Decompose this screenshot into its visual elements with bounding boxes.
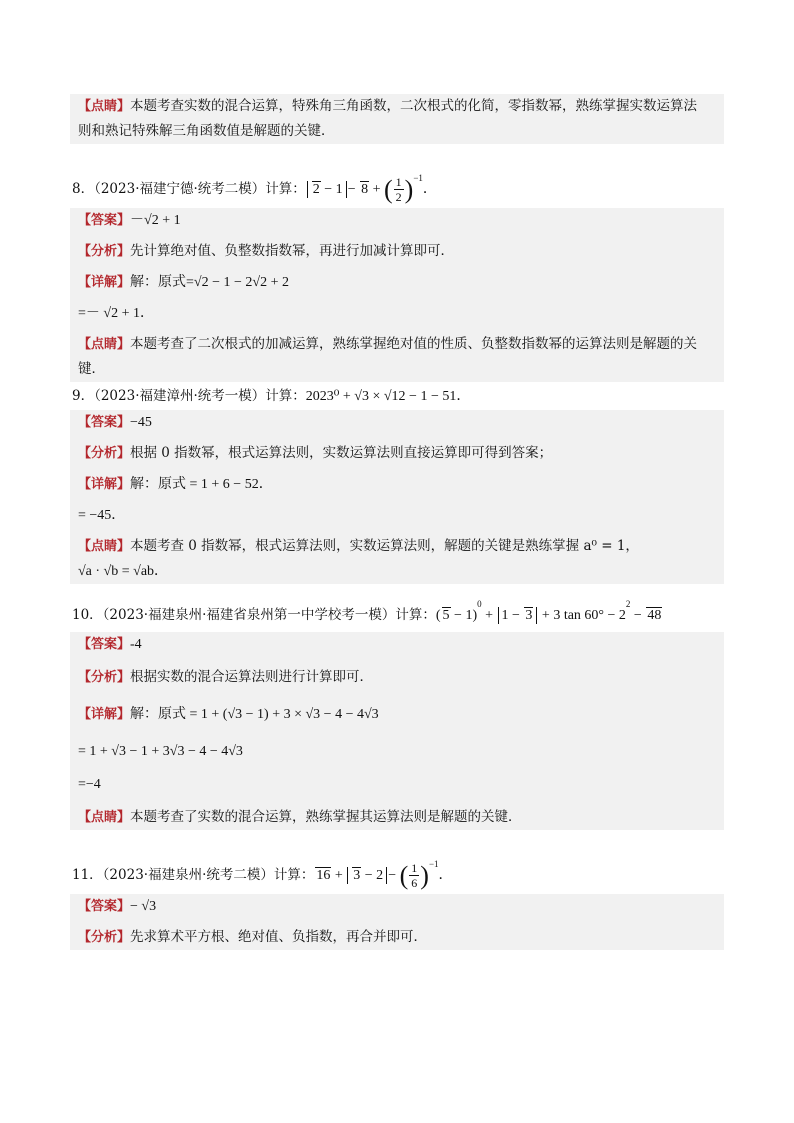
- p8-expression: 2 − 1 − 8 + ( $\frac{1}{2}$ )$^{-1}$．: [306, 182, 437, 197]
- p8-xiangjie: 【详解】解：原式=√2 − 1 − 2√2 + 2: [78, 275, 289, 290]
- p8-answer-block: [70, 208, 724, 382]
- p8-dianjing-line-1: 【点睛】本题考查了二次根式的加减运算，熟练掌握绝对值的性质、负整数指数幂的运算法则是解题的关: [78, 336, 698, 352]
- dianjing-tag: 【点睛】: [78, 99, 131, 114]
- p7-dianjing-line-2: 则和熟记特殊解三角函数值是解题的关键．: [78, 123, 335, 139]
- p8-step-2: =－ √2 + 1．: [78, 306, 154, 321]
- p9-answer: 【答案】−45: [78, 415, 152, 430]
- p9-expression: 2023⁰ + √3 × √12 − 1 − 51．: [305, 389, 471, 404]
- p8-dianjing-line-2: 键．: [78, 361, 105, 377]
- p10-xiangjie: 【详解】解：原式 = 1 + (√3 − 1) + 3 × √3 − 4 − 4√3: [78, 707, 379, 722]
- p8-fenxi: 【分析】先计算绝对值、负整数指数幂，再进行加减计算即可．: [78, 243, 455, 259]
- p11-answer: 【答案】− √3: [78, 899, 157, 914]
- p8-stem: 8．（2023·福建宁德·统考二模）计算： 2 − 1 − 8 + ( $\frac{1}{2}$ )$^{-1}$．: [72, 173, 437, 205]
- p10-fenxi: 【分析】根据实数的混合运算法则进行计算即可．: [78, 669, 374, 685]
- p7-dianjing-block: [70, 94, 724, 144]
- p9-xiangjie: 【详解】解：原式 = 1 + 6 − 52．: [78, 477, 273, 492]
- p10-expression: ( 5 − 1)$^0$ + 1 − 3 + 3 $\tan 60^\circ - 2^2 - 48$: [435, 599, 662, 623]
- p10-step-2: = 1 + √3 − 1 + 3√3 − 4 − 4√3: [78, 744, 243, 759]
- p10-stem: 10．（2023·福建泉州·福建省泉州第一中学校考一模）计算：( 5 − 1)$^0$ + 1 − 3 + 3 $\tan 60^\circ - 2^2 - 48$: [72, 599, 662, 623]
- p11-stem: 11．（2023·福建泉州·统考二模）计算： 16 + 3 − 2 − ( $\frac{1}{6}$ )$^{-1}$．: [72, 859, 453, 891]
- p9-answer-block: [70, 410, 724, 584]
- p8-answer: 【答案】－√2 + 1: [78, 213, 181, 228]
- p10-answer: 【答案】-4: [78, 637, 142, 652]
- p7-dianjing-line-1: 【点睛】本题考查实数的混合运算，特殊角三角函数，二次根式的化简，零指数幂，熟练掌握实数运算法: [78, 98, 698, 114]
- p11-fenxi: 【分析】先求算术平方根、绝对值、负指数，再合并即可．: [78, 929, 428, 945]
- p10-answer-block: [70, 632, 724, 830]
- p9-fenxi: 【分析】根据 0 指数幂，根式运算法则，实数运算法则直接运算即可得到答案；: [78, 445, 553, 461]
- p10-step-3: =−4: [78, 777, 101, 792]
- p11-expression: 16 + 3 − 2 − ( $\frac{1}{6}$ )$^{-1}$．: [316, 859, 453, 891]
- p10-dianjing: 【点睛】本题考查了实数的混合运算，熟练掌握其运算法则是解题的关键．: [78, 809, 522, 825]
- p9-dianjing-line-2: √a · √b = √ab．: [78, 564, 169, 579]
- p11-answer-block: [70, 894, 724, 950]
- p9-stem: 9．（2023·福建漳州·统考一模）计算：2023⁰ + √3 × √12 − 1 − 51．: [72, 388, 471, 404]
- p9-dianjing-line-1: 【点睛】本题考查 0 指数幂，根式运算法则，实数运算法则，解题的关键是熟练掌握 a⁰ = 1，: [78, 538, 639, 554]
- p9-step-2: = −45．: [78, 508, 126, 523]
- document-page: [70, 94, 724, 950]
